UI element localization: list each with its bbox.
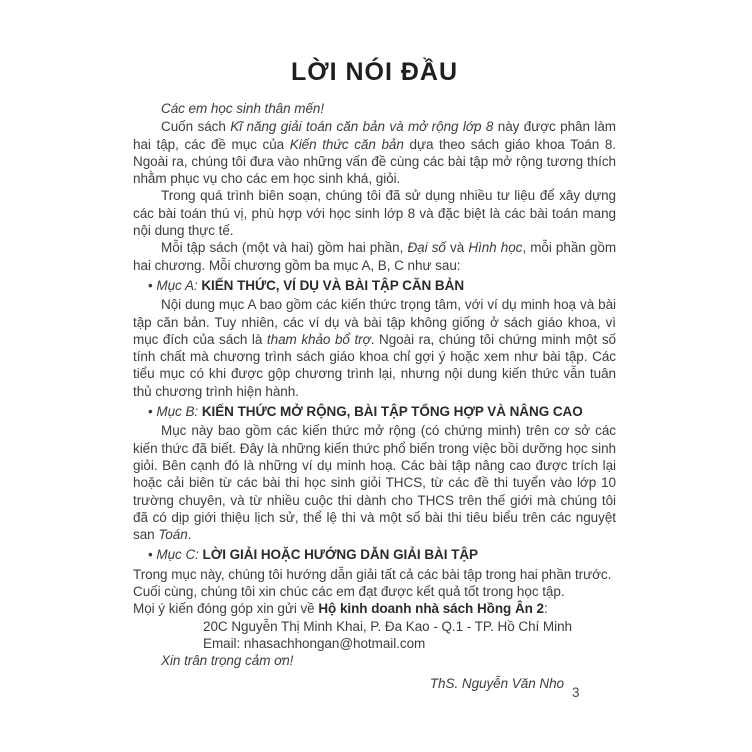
salutation-line bbox=[133, 100, 616, 117]
text-segment: Cuốn sách bbox=[161, 119, 231, 135]
page-number: 3 bbox=[572, 685, 580, 700]
author-signature bbox=[133, 675, 616, 692]
text-segment: Email: nhasachhongan@hotmail.com bbox=[203, 635, 426, 651]
page-title: LỜI NÓI ĐẦU bbox=[290, 58, 459, 86]
text-segment: Trong quá trình biên soạn, chúng tôi đã sử dụng nhiều tư liệu để xây dựng các bài toán thú vị, phù hợp với học sinh lớp 8 và đặc biệt là các bài toán mang nội dung thực tế. bbox=[133, 188, 616, 239]
paragraph-section-a bbox=[133, 296, 616, 400]
text-segment: Mọi ý kiến đóng góp xin gửi về bbox=[133, 601, 319, 617]
text-segment: Kĩ năng giải toán căn bản và mở rộng lớp 8 bbox=[230, 119, 494, 135]
text-segment: tham khảo bổ trợ bbox=[266, 331, 371, 347]
text-segment: Toán bbox=[158, 527, 188, 543]
text-segment: • bbox=[148, 404, 157, 420]
text-segment: Mục C: bbox=[156, 547, 203, 563]
text-segment: Kiến thức căn bản bbox=[289, 136, 404, 152]
text-segment: . bbox=[187, 527, 192, 543]
paragraph-feedback bbox=[133, 600, 616, 617]
text-segment: Mục này bao gồm các kiến thức mở rộng (có chứng minh) trên cơ sở các kiến thức đã biết. Đây là những kiến thức phổ biến trong việc bồi dưỡng học sinh giỏi. Bên cạnh đó là những ví dụ minh hoạ. Các bài tập nâng cao được trích lại hoặc cải biên từ các bài thi học sinh giỏi THCS, từ các đề thi tuyển vào lớp 10 trường chuyên, và từ nhiều cuộc thi dành cho THCS trên thế giới mà chúng tôi đã có dịp giới thiệu lịch sử, thể lệ thi và một số bài thi tiêu biểu trên các nguyệt san bbox=[133, 423, 616, 543]
text-segment: KIẾN THỨC MỞ RỘNG, BÀI TẬP TỔNG HỢP VÀ NÂNG CAO bbox=[201, 404, 583, 420]
text-segment: Đại số bbox=[407, 240, 446, 256]
address-line bbox=[133, 618, 616, 635]
text-segment: Mục A: bbox=[156, 277, 202, 293]
text-segment: , mỗi phần gồm hai chương. Mỗi chương gồm ba mục A, B, C như sau: bbox=[133, 240, 617, 273]
text-segment: LỜI GIẢI HOẶC HƯỚNG DẪN GIẢI BÀI TẬP bbox=[202, 547, 478, 563]
text-segment: dựa theo sách giáo khoa Toán 8. Ngoài ra, chúng tôi đưa vào những vấn đề cùng các bài tập mở rộng tương thích nhằm phục vụ cho các em học sinh khá, giỏi. bbox=[133, 136, 617, 187]
text-segment: : bbox=[544, 601, 548, 617]
text-segment: và bbox=[445, 240, 469, 256]
text-segment: Mục B: bbox=[156, 404, 202, 420]
text-segment: Nội dung mục A bao gồm các kiến thức trọng tâm, với ví dụ minh hoạ và bài tập căn bản. Tuy nhiên, các ví dụ và bài tập không giống ở sách giáo khoa, vì mục đích của sách là bbox=[133, 297, 616, 347]
text-segment: Các em học sinh thân mến! bbox=[161, 101, 325, 116]
paragraph-structure bbox=[133, 239, 616, 274]
text-segment: 20C Nguyễn Thị Minh Khai, P. Đa Kao - Q.1 - TP. Hồ Chí Minh bbox=[203, 618, 572, 634]
paragraph-intro bbox=[133, 118, 616, 187]
text-segment: Trong mục này, chúng tôi hướng dẫn giải tất cả các bài tập trong hai phần trước. bbox=[133, 566, 612, 582]
text-segment: Cuối cùng, chúng tôi xin chúc các em đạt được kết quả tốt trong học tập. bbox=[133, 584, 565, 600]
document-body bbox=[133, 100, 616, 692]
text-segment: Mỗi tập sách (một và hai) gồm hai phần, bbox=[161, 240, 408, 256]
closing-line bbox=[133, 652, 616, 669]
text-segment: ThS. Nguyễn Văn Nho bbox=[429, 675, 564, 691]
paragraph-wishes bbox=[133, 583, 616, 600]
email-line bbox=[133, 635, 616, 652]
text-segment: Xin trân trọng cảm ơn! bbox=[161, 653, 294, 669]
text-segment: Hộ kinh doanh nhà sách Hồng Ân 2 bbox=[318, 601, 545, 617]
paragraph-section-b bbox=[133, 422, 616, 543]
text-segment: KIẾN THỨC, VÍ DỤ VÀ BÀI TẬP CĂN BẢN bbox=[201, 277, 465, 293]
section-heading-a bbox=[133, 277, 616, 294]
paragraph-compilation bbox=[133, 187, 616, 239]
text-segment: . Ngoài ra, chúng tôi chứng minh một số tính chất mà chương trình sách giáo khoa chỉ gợi ý hoặc xem như bài tập. Các tiểu mục có khi được gộp chương trình lại, nhưng nội dung kiến thức vẫn tuân thủ chương trình hiện hành. bbox=[133, 331, 616, 399]
text-segment: • bbox=[148, 277, 157, 293]
text-segment: • bbox=[148, 547, 157, 563]
text-segment: này được phân làm hai tập, các đề mục của bbox=[133, 119, 616, 152]
section-heading-b bbox=[133, 403, 616, 420]
section-heading-c bbox=[133, 546, 616, 563]
text-segment: Hình học bbox=[468, 240, 523, 256]
paragraph-section-c bbox=[133, 566, 616, 583]
